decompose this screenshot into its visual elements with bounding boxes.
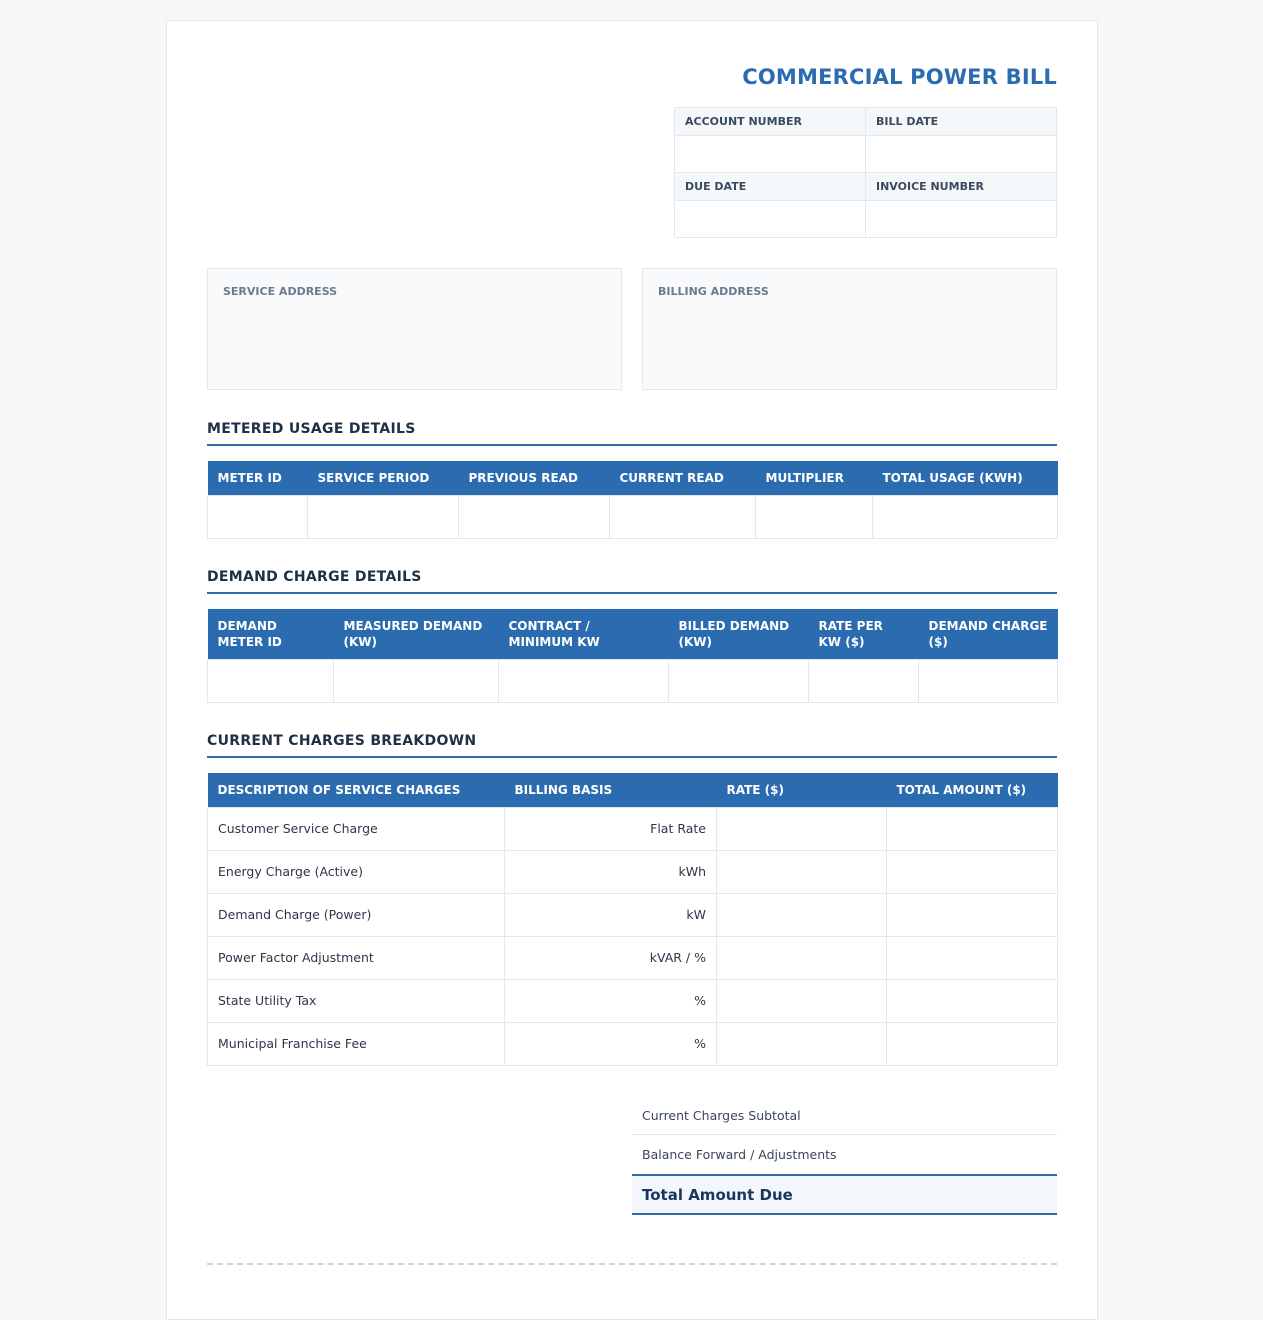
table-cell <box>308 495 459 538</box>
account-number-label: ACCOUNT NUMBER <box>675 108 866 136</box>
table-header-row <box>208 461 1058 495</box>
table-row <box>208 979 1058 1022</box>
table-cell <box>809 659 919 702</box>
service-address-box <box>207 268 622 390</box>
column-header: MEASURED DEMAND (KW) <box>334 609 499 659</box>
bill-date-label: BILL DATE <box>866 108 1057 136</box>
charge-total <box>887 979 1058 1022</box>
demand-charge-heading: DEMAND CHARGE DETAILS <box>207 569 1057 594</box>
charge-description: State Utility Tax <box>208 979 505 1022</box>
charge-total <box>887 807 1058 850</box>
charge-description: Customer Service Charge <box>208 807 505 850</box>
table-cell <box>459 495 610 538</box>
subtotal-row <box>632 1096 1057 1135</box>
table-header-row <box>208 773 1058 807</box>
bill-page <box>166 20 1098 1320</box>
billing-address-label: BILLING ADDRESS <box>658 285 769 298</box>
table-row <box>208 1022 1058 1065</box>
column-header: DESCRIPTION OF SERVICE CHARGES <box>208 773 505 807</box>
due-date-label: DUE DATE <box>675 173 866 201</box>
column-header: DEMAND METER ID <box>208 609 334 659</box>
charge-basis: Flat Rate <box>505 807 717 850</box>
charge-total <box>887 1022 1058 1065</box>
demand-charge-table <box>207 609 1058 703</box>
dashed-divider <box>207 1263 1057 1265</box>
column-header: DEMAND CHARGE ($) <box>919 609 1058 659</box>
charge-rate <box>717 979 887 1022</box>
page-title: COMMERCIAL POWER BILL <box>742 65 1057 89</box>
charges-summary <box>632 1096 1057 1215</box>
charge-description: Energy Charge (Active) <box>208 850 505 893</box>
current-charges-table <box>207 773 1058 1066</box>
column-header: BILLING BASIS <box>505 773 717 807</box>
charge-total <box>887 850 1058 893</box>
table-row <box>208 850 1058 893</box>
column-header: CURRENT READ <box>610 461 756 495</box>
charge-basis: % <box>505 1022 717 1065</box>
table-row <box>208 936 1058 979</box>
column-header: RATE ($) <box>717 773 887 807</box>
subtotal-label: Current Charges Subtotal <box>642 1107 801 1123</box>
balance-forward-row <box>632 1135 1057 1174</box>
total-due-row <box>632 1174 1057 1215</box>
column-header: RATE PER KW ($) <box>809 609 919 659</box>
table-row <box>208 495 1058 538</box>
charge-description: Power Factor Adjustment <box>208 936 505 979</box>
table-header-row <box>208 609 1058 659</box>
column-header: SERVICE PERIOD <box>308 461 459 495</box>
metered-usage-heading: METERED USAGE DETAILS <box>207 421 1057 446</box>
column-header: BILLED DEMAND (KW) <box>669 609 809 659</box>
column-header: TOTAL AMOUNT ($) <box>887 773 1058 807</box>
charge-rate <box>717 1022 887 1065</box>
service-address-label: SERVICE ADDRESS <box>223 285 338 298</box>
due-date-value <box>675 201 866 238</box>
invoice-number-label: INVOICE NUMBER <box>866 173 1057 201</box>
column-header: MULTIPLIER <box>756 461 873 495</box>
charge-rate <box>717 807 887 850</box>
charge-basis: kW <box>505 893 717 936</box>
table-cell <box>610 495 756 538</box>
charge-total <box>887 936 1058 979</box>
column-header: PREVIOUS READ <box>459 461 610 495</box>
charge-total <box>887 893 1058 936</box>
charge-rate <box>717 850 887 893</box>
bill-meta-table <box>674 107 1057 238</box>
current-charges-heading: CURRENT CHARGES BREAKDOWN <box>207 733 1057 758</box>
charge-basis: % <box>505 979 717 1022</box>
charge-description: Municipal Franchise Fee <box>208 1022 505 1065</box>
invoice-number-value <box>866 201 1057 238</box>
table-cell <box>208 495 308 538</box>
column-header: TOTAL USAGE (KWH) <box>873 461 1058 495</box>
billing-address-box <box>642 268 1057 390</box>
table-cell <box>919 659 1058 702</box>
table-cell <box>873 495 1058 538</box>
charge-basis: kVAR / % <box>505 936 717 979</box>
table-cell <box>334 659 499 702</box>
balance-forward-label: Balance Forward / Adjustments <box>642 1147 837 1162</box>
column-header: METER ID <box>208 461 308 495</box>
table-row <box>208 893 1058 936</box>
charge-rate <box>717 936 887 979</box>
table-row <box>208 807 1058 850</box>
table-cell <box>499 659 669 702</box>
table-cell <box>208 659 334 702</box>
charge-description: Demand Charge (Power) <box>208 893 505 936</box>
bill-date-value <box>866 136 1057 173</box>
metered-usage-table <box>207 461 1058 539</box>
charge-rate <box>717 893 887 936</box>
table-cell <box>669 659 809 702</box>
total-due-label: Total Amount Due <box>642 1185 793 1204</box>
account-number-value <box>675 136 866 173</box>
column-header: CONTRACT / MINIMUM KW <box>499 609 669 659</box>
table-row <box>208 659 1058 702</box>
charge-basis: kWh <box>505 850 717 893</box>
table-cell <box>756 495 873 538</box>
